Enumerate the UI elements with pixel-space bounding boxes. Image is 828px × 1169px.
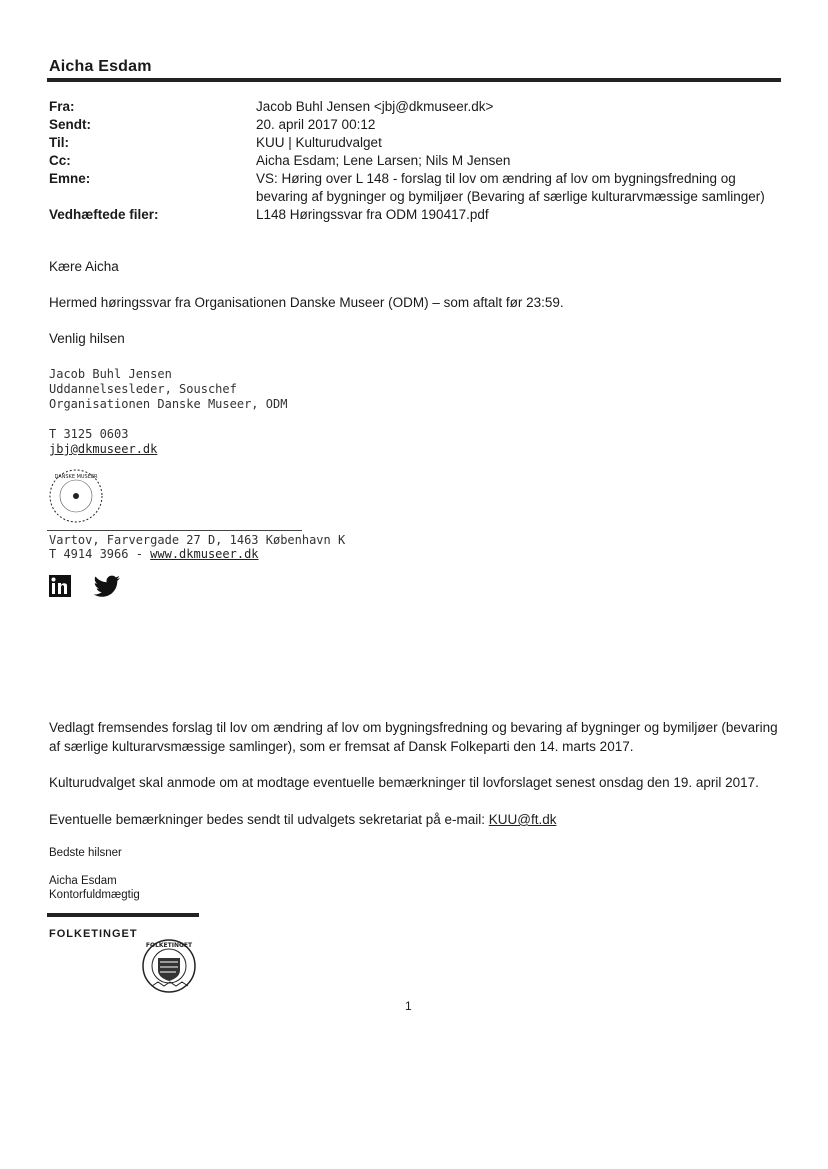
- signature-phone2: T 4914 3966 -: [49, 547, 151, 561]
- field-label-sent: Sendt:: [49, 117, 91, 132]
- signature-org: Organisationen Danske Museer, ODM: [49, 397, 288, 411]
- kuu-email-link[interactable]: KUU@ft.dk: [488, 812, 557, 827]
- signature-phone2-line: [49, 547, 259, 562]
- folketinget-rule: [47, 913, 199, 917]
- signature-phone: T 3125 0603: [49, 427, 129, 441]
- field-value-subject: VS: Høring over L 148 - forslag til lov om ændring af lov om bygningsfredning og bevaring af bygninger og bymiljøer (Bevaring af særlige kulturarvmæssige samlinger): [256, 171, 765, 204]
- field-label-cc: Cc:: [49, 153, 71, 168]
- header-rule: [47, 78, 781, 82]
- folketinget-label: FOLKETINGET: [49, 928, 138, 940]
- field-label-attachments: Vedhæftede filer:: [49, 207, 159, 222]
- svg-text:DANSKE MUSEER: DANSKE MUSEER: [54, 474, 98, 480]
- field-value-cc: Aicha Esdam; Lene Larsen; Nils M Jensen: [256, 153, 511, 168]
- field-label-from: Fra:: [49, 99, 75, 114]
- greeting: Kære Aicha: [49, 259, 119, 274]
- field-value-sent: 20. april 2017 00:12: [256, 117, 376, 132]
- linkedin-icon[interactable]: [49, 575, 73, 597]
- sender-name: Aicha Esdam: [49, 58, 152, 75]
- field-value-from: Jacob Buhl Jensen <jbj@dkmuseer.dk>: [256, 99, 494, 114]
- field-value-to: KUU | Kulturudvalget: [256, 135, 382, 150]
- attachment-link[interactable]: L148 Høringssvar fra ODM 190417.pdf: [256, 207, 489, 222]
- signature-email-link[interactable]: jbj@dkmuseer.dk: [49, 442, 158, 456]
- forward-paragraph-1: Vedlagt fremsendes forslag til lov om ændring af lov om bygningsfredning og bevaring af bygninger og bymiljøer (bevaring af særlige kulturarvsmæssige samlinger), som er fremsat af Dansk Folkeparti den 14. marts 2017.: [49, 720, 778, 754]
- forward-paragraph-3: [49, 810, 789, 829]
- forward-paragraph-2: Kulturudvalget skal anmode om at modtage eventuelle bemærkninger til lovforslaget senest onsdag den 19. april 2017.: [49, 775, 759, 790]
- folketinget-crest-icon: [140, 938, 198, 994]
- page-number: 1: [405, 999, 412, 1013]
- signature-name: Jacob Buhl Jensen: [49, 367, 172, 381]
- forward-title: Kontorfuldmægtig: [49, 889, 140, 901]
- twitter-icon[interactable]: [91, 575, 121, 597]
- field-label-subject: Emne:: [49, 171, 91, 186]
- field-label-to: Til:: [49, 135, 69, 150]
- website-link[interactable]: www.dkmuseer.dk: [150, 547, 259, 561]
- signature-title: Uddannelsesleder, Souschef: [49, 382, 237, 396]
- message-closing: Venlig hilsen: [49, 331, 125, 346]
- forward-name: Aicha Esdam: [49, 875, 117, 887]
- signature-address: Vartov, Farvergade 27 D, 1463 København K: [49, 533, 346, 547]
- forward-paragraph-3-text: Eventuelle bemærkninger bedes sendt til udvalgets sekretariat på e-mail:: [49, 812, 489, 827]
- forward-closing: Bedste hilsner: [49, 847, 122, 859]
- message-body: Hermed høringssvar fra Organisationen Danske Museer (ODM) – som aftalt før 23:59.: [49, 295, 564, 310]
- crest-text: FOLKETINGET: [145, 942, 193, 949]
- odm-logo-icon: [46, 466, 106, 526]
- signature-divider: [47, 530, 302, 531]
